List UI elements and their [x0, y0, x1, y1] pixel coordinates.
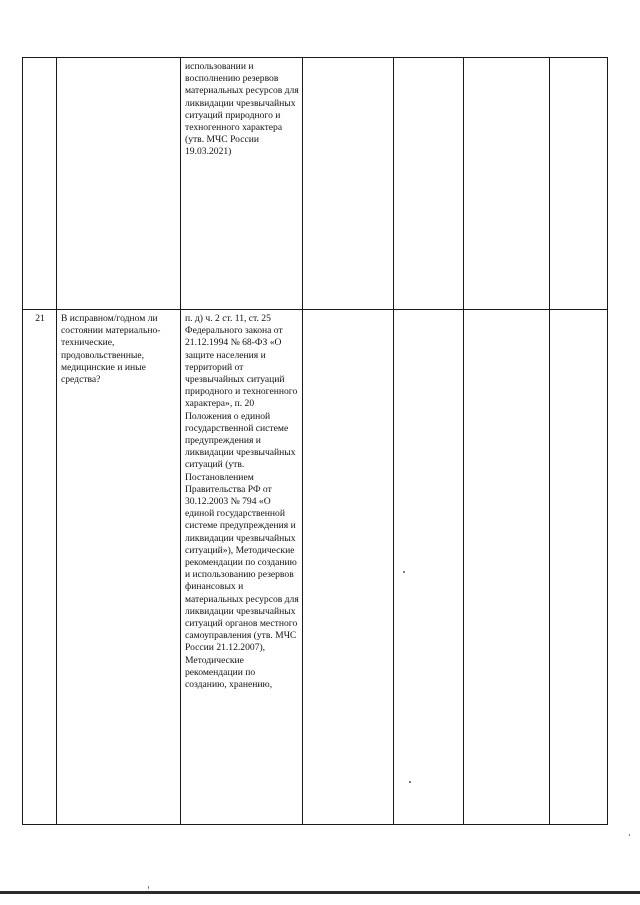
scan-speck: [629, 834, 630, 836]
scan-speck: [409, 781, 411, 783]
answer-cell-not-applicable: [464, 58, 550, 310]
answer-cell-no: [394, 310, 464, 825]
legal-basis-text: использовании и восполнению резервов материальных ресурсов для ликвидации чрезвычайных ситуаций природного и техногенного характера (утв. МЧС России 19.03.2021): [185, 61, 299, 158]
scan-speck: [403, 571, 405, 573]
question-text: В исправном/годном ли состоянии материально-технические, продовольственные, медицинские и иные средства?: [61, 313, 161, 386]
question-cell: [57, 58, 181, 310]
answer-cell-no: [394, 58, 464, 310]
legal-basis-cell: [181, 310, 303, 825]
note-cell: [550, 58, 608, 310]
note-cell: [550, 310, 608, 825]
answer-cell-yes: [303, 58, 394, 310]
table-row-21: [23, 310, 608, 825]
answer-cell-yes: [303, 310, 394, 825]
row-number-cell: [23, 310, 57, 825]
row-number-cell: [23, 58, 57, 310]
answer-cell-not-applicable: [464, 310, 550, 825]
question-cell: [57, 310, 181, 825]
scan-edge-line: [0, 891, 640, 894]
row-number: 21: [35, 313, 45, 324]
scan-speck: [148, 886, 149, 889]
checklist-table: [22, 57, 608, 825]
legal-basis-text: п. д) ч. 2 ст. 11, ст. 25 Федерального закона от 21.12.1994 № 68-ФЗ «О защите населения и территорий от чрезвычайных ситуаций природного и техногенного характера», п. 20 Положения о единой государственной системе предупреждения и ликвидации чрезвычайных ситуаций (утв. Постановлением Правительства РФ от 30.12.2003 № 794 «О единой государственной системе предупреждения и ликвидации чрезвычайных ситуаций»), Методические рекомендации по созданию и использованию резервов финансовых и материальных ресурсов для ликвидации чрезвычайных ситуаций органов местного самоуправления (утв. МЧС России 21.12.2007), Методические рекомендации по созданию, хранению,: [185, 313, 299, 691]
table-row-continued: [23, 58, 608, 310]
legal-basis-cell: [181, 58, 303, 310]
